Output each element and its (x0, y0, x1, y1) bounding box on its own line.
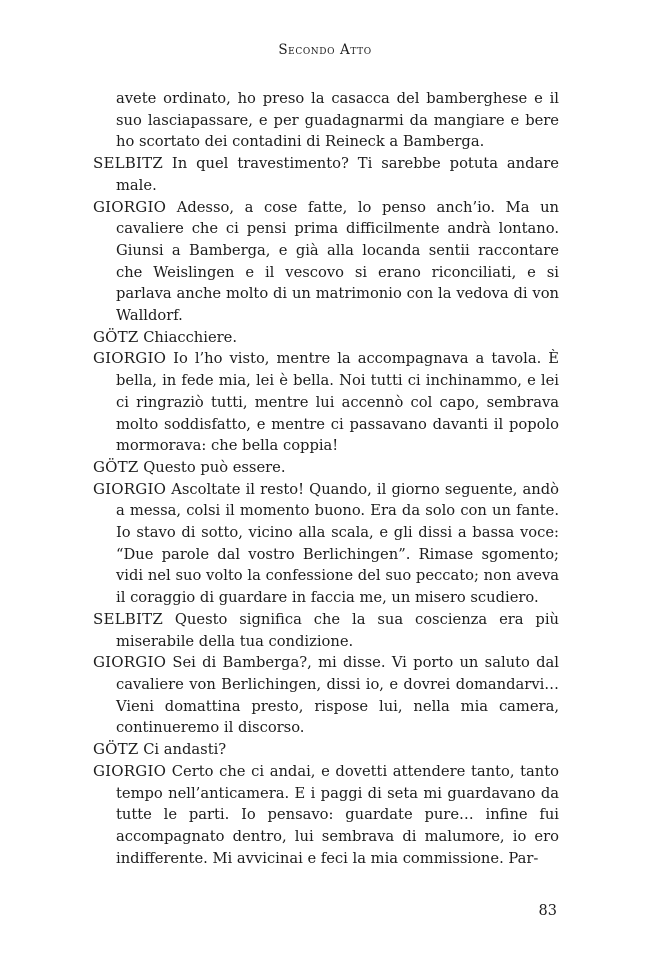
speaker-name: GIORGIO (93, 653, 167, 672)
dialogue-line (93, 197, 559, 327)
speaker-name: SELBITZ (93, 609, 163, 628)
speaker-name: GIORGIO (93, 479, 167, 498)
speaker-name: GÖTZ (93, 457, 139, 476)
running-head: Secondo Atto (278, 42, 372, 58)
speaker-name: GIORGIO (93, 197, 167, 216)
speaker-name: GÖTZ (93, 740, 139, 759)
dialogue-line (93, 153, 559, 196)
line-text: Certo che ci andai, e dovetti attendere tanto, tanto tempo nell’anticamera. E i paggi di seta mi guardavano da tutte le parti. Io pensavo: guardate pure… infine fui accompagnato dentro, lui sembrava di malumore, io ero indifferente. Mi avvicinai e feci la mia commissione. Par- (116, 762, 560, 867)
line-text: Questo può essere. (143, 458, 286, 476)
line-text: Io l’ho visto, mentre la accompagnava a tavola. È bella, in fede mia, lei è bella. Noi tutti ci inchinammo, e lei ci ringraziò tutti, mentre lui accennò col capo, sembrava molto soddisfatto, e mentre ci passavano davanti il popolo mormorava: che bella coppia! (116, 350, 559, 455)
speaker-name: GIORGIO (93, 349, 167, 368)
speaker-name: GIORGIO (93, 761, 167, 780)
dialogue-line (93, 479, 559, 609)
line-text: Questo significa che la sua coscienza era più miserabile della tua condizione. (116, 610, 559, 650)
dialogue-line (93, 609, 559, 652)
speaker-name: SELBITZ (93, 154, 163, 173)
dialogue-line (93, 761, 559, 870)
line-text: Adesso, a cose fatte, lo penso anch’io. Ma un cavaliere che ci pensi prima difficilmente andrà lontano. Giunsi a Bamberga, e già alla locanda sentii raccontare che Weislingen e il vescovo si erano riconciliati, e si parlava anche molto di un matrimonio con la vedova di von Walldorf. (116, 198, 559, 325)
dialogue-line (93, 652, 559, 739)
page-number: 83 (538, 903, 557, 919)
text-block (93, 88, 559, 869)
dialogue-line (93, 739, 559, 761)
dialogue-line (93, 348, 559, 457)
line-text: Sei di Bamberga?, mi disse. Vi porto un saluto dal cavaliere von Berlichingen, dissi io, e dovrei domandarvi… Vieni domattina presto, rispose lui, nella mia camera, continueremo il discorso. (116, 654, 559, 737)
line-text: Ci andasti? (143, 741, 227, 759)
line-text: avete ordinato, ho preso la casacca del bamberghese e il suo lasciapassare, e per guadagnarmi da mangiare e bere ho scortato dei contadini di Reineck a Bamberga. (116, 90, 559, 151)
dialogue-line (93, 457, 559, 479)
line-text: Chiacchiere. (143, 328, 238, 346)
continued-paragraph (93, 88, 559, 153)
dialogue-line (93, 327, 559, 349)
line-text: Ascoltate il resto! Quando, il giorno seguente, andò a messa, colsi il momento buono. Era da solo con un fante. Io stavo di sotto, vicino alla scala, e gli dissi a bassa voce: “Due parole dal vostro Berlichingen”. Rimase sgomento; vidi nel suo volto la confessione del suo peccato; non aveva il coraggio di guardare in faccia me, un misero scudiero. (116, 480, 559, 607)
line-text: In quel travestimento? Ti sarebbe potuta andare male. (116, 155, 559, 194)
speaker-name: GÖTZ (93, 327, 139, 346)
